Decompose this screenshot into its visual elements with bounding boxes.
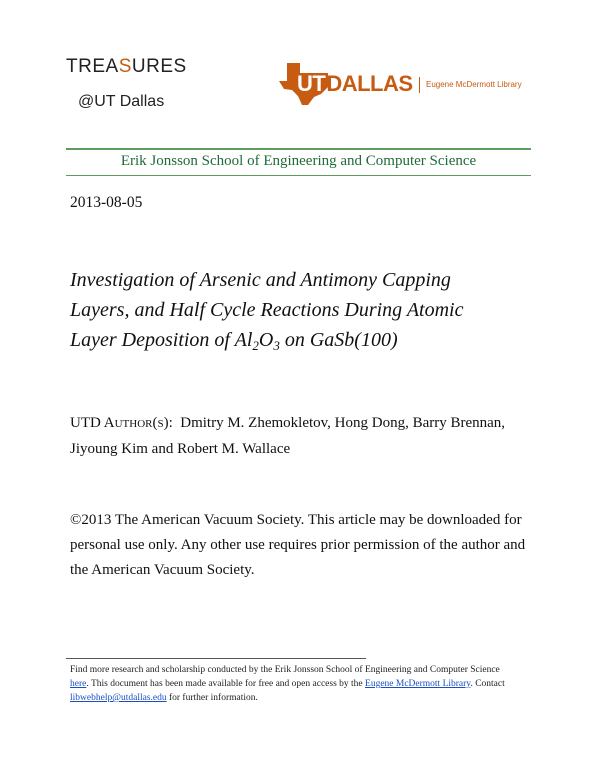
title-line-1: Investigation of Arsenic and Antimony Capping <box>70 269 451 291</box>
publication-date: 2013-08-05 <box>70 194 143 211</box>
treasures-logo <box>66 56 187 78</box>
utd-logo-ut: UT <box>297 71 326 96</box>
treasures-logo-highlight: S <box>118 56 132 77</box>
footer-library-link[interactable]: Eugene McDermott Library <box>365 679 471 689</box>
treasures-logo-post: URES <box>131 56 187 77</box>
title-subscript-1: 2 <box>252 338 259 353</box>
footer-rule <box>66 658 366 659</box>
title-subscript-2: 3 <box>273 338 280 353</box>
footer-text-1: Find more research and scholarship conducted by the Erik Jonsson School of Engineering and Computer Science <box>70 665 500 675</box>
footer-note <box>70 663 530 705</box>
footer-text-2: . This document has been made available for free and open access by the <box>86 679 366 689</box>
logo-separator <box>419 77 420 93</box>
title-line-3-post: on GaSb(100) <box>279 329 398 351</box>
library-logo-text: Eugene McDermott Library <box>426 80 522 89</box>
footer-text-4: for further information. <box>166 693 258 703</box>
treasures-subtitle: @UT Dallas <box>78 93 165 110</box>
school-rule-top <box>66 148 531 150</box>
treasures-logo-pre: TREA <box>66 56 119 77</box>
title-line-2: Layers, and Half Cycle Reactions During Atomic <box>70 299 464 321</box>
title-line-3-pre: Layer Deposition of Al <box>70 329 253 351</box>
authors-names: Dmitry M. Zhemokletov, Hong Dong, Barry Brennan, Jiyoung Kim and Robert M. Wallace <box>70 415 506 457</box>
school-name: Erik Jonsson School of Engineering and Computer Science <box>120 153 477 169</box>
authors-label: UTD Author(s): <box>70 415 173 431</box>
footer-text-3: . Contact <box>470 679 505 689</box>
utd-logo-wordmark <box>296 71 413 97</box>
title-line-3-mid: O <box>258 329 274 351</box>
copyright-notice: ©2013 The American Vacuum Society. This article may be downloaded for personal use only. Any other use requires prior permission of the author and the American Vacuum Society. <box>70 512 526 578</box>
footer-email-link[interactable]: libwebhelp@utdallas.edu <box>70 693 167 703</box>
article-title <box>70 265 510 355</box>
authors-block <box>70 410 525 462</box>
school-rule-bottom <box>66 175 531 176</box>
utd-logo-dallas: DALLAS <box>326 71 413 96</box>
footer-here-link[interactable]: here <box>70 679 87 689</box>
